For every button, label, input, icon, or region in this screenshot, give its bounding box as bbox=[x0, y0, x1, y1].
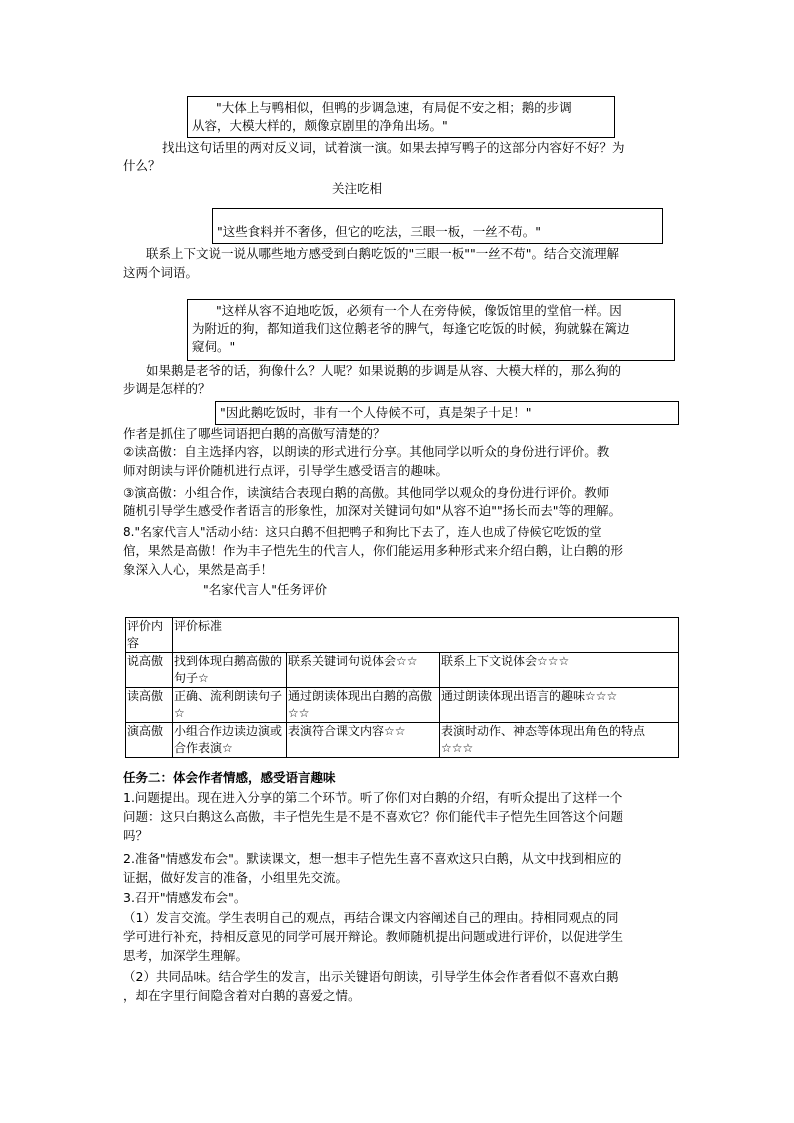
paragraph-summary: 8."名家代言人"活动小结：这只白鹅不但把鸭子和狗比下去了，连人也成了侍候它吃饭的堂 bbox=[123, 525, 602, 539]
table-header-row bbox=[126, 618, 679, 653]
paragraph-read-proud-cont: 师对朗读与评价随机进行点评，引导学生感受语言的趣味。 bbox=[123, 463, 449, 478]
paragraph-antonyms-cont: 什么？ bbox=[123, 158, 161, 173]
table-cell: 说高傲 bbox=[126, 653, 173, 688]
paragraph-words: 作者是抓住了哪些词语把白鹅的高傲写清楚的？ bbox=[123, 426, 386, 441]
table-cell: 小组合作边读边演或合作表演☆ bbox=[173, 723, 287, 758]
table-cell: 表演符合课文内容☆☆ bbox=[287, 723, 440, 758]
table-cell: 演高傲 bbox=[126, 723, 173, 758]
task2-heading: 任务二：体会作者情感，感受语言趣味 bbox=[123, 770, 336, 785]
paragraph-savor-cont: ，却在字里行间隐含着对白鹅的喜爱之情。 bbox=[123, 988, 361, 1003]
paragraph-act-proud-cont: 随机引导学生感受作者语言的形象性，加深对关键词句如"从容不迫""扬长而去"等的理解。 bbox=[123, 503, 621, 518]
paragraph-speech: （1）发言交流。学生表明自己的观点，再结合课文内容阐述自己的理由。持相同观点的同 bbox=[123, 910, 619, 925]
paragraph-dog-step: 如果鹅是老爷的话，狗像什么？人呢？如果说鹅的步调是从容、大模大样的，那么狗的 bbox=[146, 363, 622, 378]
table-row bbox=[126, 688, 679, 723]
paragraph-speech-cont: 学可进行补充，持相反意见的同学可展开辩论。教师随机提出问题或进行评价，以促进学生 bbox=[123, 929, 624, 944]
paragraph-question-cont: 问题：这只白鹅这么高傲，丰子恺先生是不是不喜欢它？你们能代丰子恺先生回答这个问题 bbox=[123, 809, 624, 824]
table-cell: 通过朗读体现出白鹅的高傲☆☆ bbox=[287, 688, 440, 723]
quote-line: "这样从容不迫地吃饭，必须有一个人在旁侍候，像饭馆里的堂倌一样。因 bbox=[216, 303, 622, 318]
quote-box-dog bbox=[187, 299, 675, 361]
quote-line: 为附近的狗，都知道我们这位鹅老爷的脾气，每逢它吃饭的时候，狗就躲在篱边 bbox=[192, 321, 630, 336]
evaluation-table bbox=[125, 617, 679, 758]
paragraph-summary-cont: 倌，果然是高傲！作为丰子恺先生的代言人，你们能运用多种形式来介绍白鹅，让白鹅的形 bbox=[123, 543, 624, 558]
table-cell: 读高傲 bbox=[126, 688, 173, 723]
quote-line: "大体上与鸭相似，但鸭的步调急速，有局促不安之相；鹅的步调 bbox=[216, 100, 572, 115]
table-cell: 联系上下文说体会☆☆☆ bbox=[440, 653, 679, 688]
table-cell: 通过朗读体现出语言的趣味☆☆☆ bbox=[440, 688, 679, 723]
paragraph-summary-end: 象深入人心，果然是高手！ bbox=[123, 562, 274, 577]
paragraph-context-cont: 这两个词语。 bbox=[123, 265, 199, 280]
paragraph-question: 1.问题提出。现在进入分享的第二个环节。听了你们对白鹅的介绍，有听众提出了这样一个 bbox=[123, 790, 623, 805]
table-cell: 联系关键词句说体会☆☆ bbox=[287, 653, 440, 688]
quote-line: "因此鹅吃饭时，非有一个人侍候不可，真是架子十足！" bbox=[220, 405, 532, 420]
quote-box-eating bbox=[212, 208, 663, 244]
table-row bbox=[126, 723, 679, 758]
paragraph-hold: 3.召开"情感发布会"。 bbox=[123, 890, 247, 905]
table-header-cell: 评价内容 bbox=[126, 618, 173, 653]
table-cell: 正确、流利朗读句子☆ bbox=[173, 688, 287, 723]
quote-box-airs bbox=[215, 401, 679, 425]
table-row bbox=[126, 653, 679, 688]
paragraph-read-proud: ②读高傲：自主选择内容，以朗读的形式进行分享。其他同学以听众的身份进行评价。教 bbox=[123, 444, 610, 459]
paragraph-prepare: 2.准备"情感发布会"。默读课文，想一想丰子恺先生喜不喜欢这只白鹅，从文中找到相应的 bbox=[123, 851, 622, 866]
section-heading-eating: 关注吃相 bbox=[332, 181, 383, 196]
quote-line: 从容，大模大样的，颇像京剧里的净角出场。" bbox=[192, 118, 448, 133]
paragraph-question-end: 吗？ bbox=[123, 828, 149, 843]
table-title: "名家代言人"任务评价 bbox=[203, 582, 327, 597]
table-cell: 找到体现白鹅高傲的句子☆ bbox=[173, 653, 287, 688]
paragraph-dog-step-cont: 步调是怎样的？ bbox=[123, 381, 211, 396]
paragraph-savor: （2）共同品味。结合学生的发言，出示关键语句朗读，引导学生体会作者看似不喜欢白鹅 bbox=[123, 969, 619, 984]
paragraph-prepare-cont: 证据，做好发言的准备，小组里先交流。 bbox=[123, 870, 349, 885]
paragraph-speech-end: 思考，加深学生理解。 bbox=[123, 948, 249, 963]
paragraph-act-proud: ③演高傲：小组合作，读演结合表现白鹅的高傲。其他同学以观众的身份进行评价。教师 bbox=[123, 485, 610, 500]
paragraph-context: 联系上下文说一说从哪些地方感受到白鹅吃饭的"三眼一板""一丝不苟"。结合交流理解 bbox=[146, 246, 619, 261]
paragraph-antonyms: 找出这句话里的两对反义词，试着演一演。如果去掉写鸭子的这部分内容好不好？为 bbox=[162, 140, 625, 155]
table-header-cell: 评价标准 bbox=[173, 618, 679, 653]
quote-line: "这些食料并不奢侈，但它的吃法，三眼一板，一丝不苟。" bbox=[217, 224, 542, 239]
table-cell: 表演时动作、神态等体现出角色的特点☆☆☆ bbox=[440, 723, 679, 758]
quote-box-duck-goose bbox=[187, 96, 615, 138]
quote-line: 窥伺。" bbox=[192, 339, 236, 354]
